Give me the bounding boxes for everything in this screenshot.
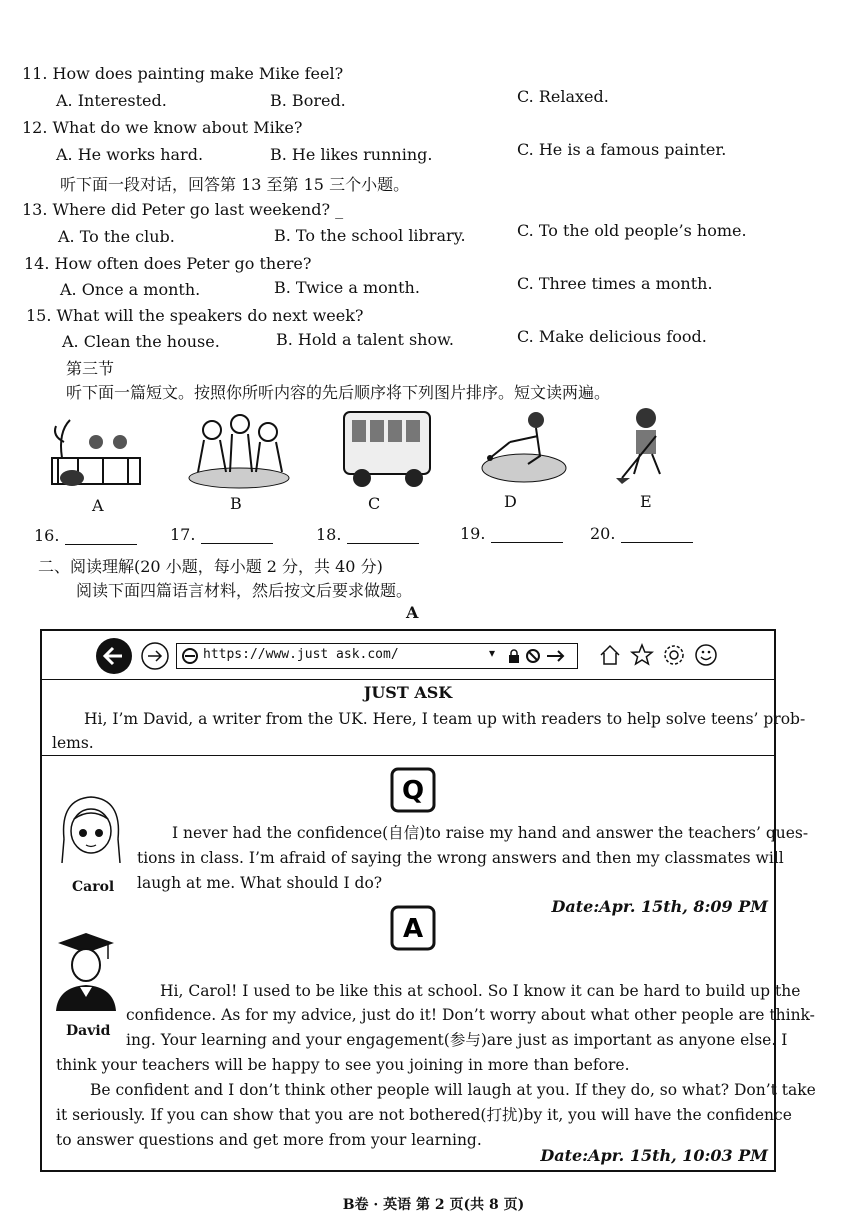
- q12-option-a: A. He works hard.: [56, 145, 204, 164]
- carol-avatar: [54, 793, 128, 875]
- gear-icon[interactable]: [662, 643, 686, 667]
- browser-toolbar: [42, 631, 774, 680]
- answer-line-3: ing. Your learning and your engagement(参与)are just as important as anyone else. I: [126, 1031, 788, 1049]
- q12-stem: 12. What do we know about Mike?: [22, 118, 303, 137]
- question-badge-icon: [390, 767, 436, 813]
- picture-c-bus-illustration: [338, 406, 436, 492]
- q13-option-c: C. To the old people’s home.: [517, 221, 747, 240]
- q11-option-c: C. Relaxed.: [517, 87, 609, 106]
- q12-option-c: C. He is a famous painter.: [517, 140, 727, 159]
- dropdown-icon[interactable]: ▾: [489, 646, 496, 660]
- blank-19[interactable]: 19.: [460, 524, 563, 543]
- q14-stem: 14. How often does Peter go there?: [24, 254, 312, 273]
- answer-line-6: it seriously. If you can show that you are not bothered(打扰)by it, you will have the confidence: [56, 1106, 792, 1124]
- stop-icon[interactable]: [525, 648, 541, 664]
- q15-option-c: C. Make delicious food.: [517, 327, 707, 346]
- q14-option-c: C. Three times a month.: [517, 274, 713, 293]
- go-arrow-icon[interactable]: [545, 648, 567, 664]
- q15-option-b: B. Hold a talent show.: [276, 330, 454, 349]
- answer-line-2: confidence. As for my advice, just do it! Don’t worry about what other people are think-: [126, 1006, 815, 1024]
- star-icon[interactable]: [630, 643, 654, 667]
- picture-e-sweeping-illustration: [612, 404, 682, 488]
- answer-line-5: Be confident and I don’t think other people will laugh at you. If they do, so what? Don’t take: [90, 1081, 816, 1099]
- picture-a-label: A: [92, 496, 104, 515]
- q13-option-a: A. To the club.: [58, 227, 175, 246]
- intro-line-2: lems.: [52, 734, 94, 752]
- intro-line-1: Hi, I’m David, a writer from the UK. Here, I team up with readers to help solve teens’ prob-: [84, 710, 806, 728]
- answer-badge-icon: [390, 905, 436, 951]
- question-line-2: tions in class. I’m afraid of saying the wrong answers and then my classmates will: [137, 849, 784, 867]
- back-arrow-icon[interactable]: [94, 637, 134, 675]
- question-badge-letter: Q: [401, 776, 425, 806]
- address-bar[interactable]: [176, 643, 578, 669]
- q14-option-a: A. Once a month.: [60, 280, 201, 299]
- picture-b-label: B: [230, 494, 242, 513]
- answer-badge-letter: A: [402, 914, 424, 944]
- q12-option-b: B. He likes running.: [270, 145, 433, 164]
- forward-arrow-icon[interactable]: [140, 641, 170, 671]
- section3-title: 第三节: [66, 359, 115, 378]
- picture-b-friends-illustration: [186, 410, 292, 490]
- picture-e-label: E: [640, 492, 652, 511]
- home-icon[interactable]: [598, 643, 622, 667]
- answer-line-7: to answer questions and get more from your learning.: [56, 1131, 482, 1149]
- passage-a-browser-frame: [40, 629, 816, 1172]
- url-text: https://www.just ask.com/: [203, 647, 399, 662]
- section3-instruction: 听下面一篇短文。按照你所听内容的先后顺序将下列图片排序。短文读两遍。: [66, 383, 611, 402]
- q13-option-b: B. To the school library.: [274, 226, 466, 245]
- q14-option-b: B. Twice a month.: [274, 278, 420, 297]
- answer-line-4: think your teachers will be happy to see you joining in more than before.: [56, 1056, 630, 1074]
- answer-line-1: Hi, Carol! I used to be like this at school. So I know it can be hard to build up the: [160, 982, 801, 1000]
- question-line-1: I never had the confidence(自信)to raise my hand and answer the teachers’ ques-: [172, 824, 809, 842]
- instruction-13-15: 听下面一段对话，回答第 13 至第 15 三个小题。: [60, 175, 410, 194]
- smiley-icon[interactable]: [694, 643, 718, 667]
- reading-part-title: 二、阅读理解(20 小题，每小题 2 分，共 40 分): [38, 557, 383, 576]
- q11-option-a: A. Interested.: [56, 91, 167, 110]
- david-avatar: [54, 931, 118, 1015]
- reading-instruction: 阅读下面四篇语言材料，然后按文后要求做题。: [76, 581, 413, 600]
- picture-d-cooking-illustration: [480, 406, 576, 486]
- david-name: David: [66, 1023, 111, 1039]
- answer-date: Date:Apr. 15th, 10:03 PM: [540, 1146, 768, 1165]
- q11-option-b: B. Bored.: [270, 91, 346, 110]
- blank-17[interactable]: 17.: [170, 525, 273, 544]
- picture-c-label: C: [368, 494, 381, 513]
- passage-label: A: [406, 603, 419, 622]
- question-line-3: laugh at me. What should I do?: [137, 874, 383, 892]
- browser-e-icon: [181, 647, 199, 665]
- page-title: JUST ASK: [363, 683, 453, 702]
- lock-icon: [507, 649, 521, 663]
- carol-name: Carol: [72, 879, 115, 895]
- q13-stem: 13. Where did Peter go last weekend? _: [22, 200, 344, 219]
- q15-stem: 15. What will the speakers do next week?: [26, 306, 364, 325]
- q11-stem: 11. How does painting make Mike feel?: [22, 64, 344, 83]
- question-date: Date:Apr. 15th, 8:09 PM: [551, 897, 768, 916]
- intro-box: [42, 679, 806, 756]
- blank-20[interactable]: 20.: [590, 524, 693, 543]
- picture-d-label: D: [504, 492, 517, 511]
- picture-a-gardening-illustration: [48, 412, 144, 492]
- blank-16[interactable]: 16.: [34, 526, 137, 545]
- q15-option-a: A. Clean the house.: [62, 332, 220, 351]
- page-footer: B卷 · 英语 第 2 页(共 8 页): [342, 1197, 525, 1213]
- blank-18[interactable]: 18.: [316, 525, 419, 544]
